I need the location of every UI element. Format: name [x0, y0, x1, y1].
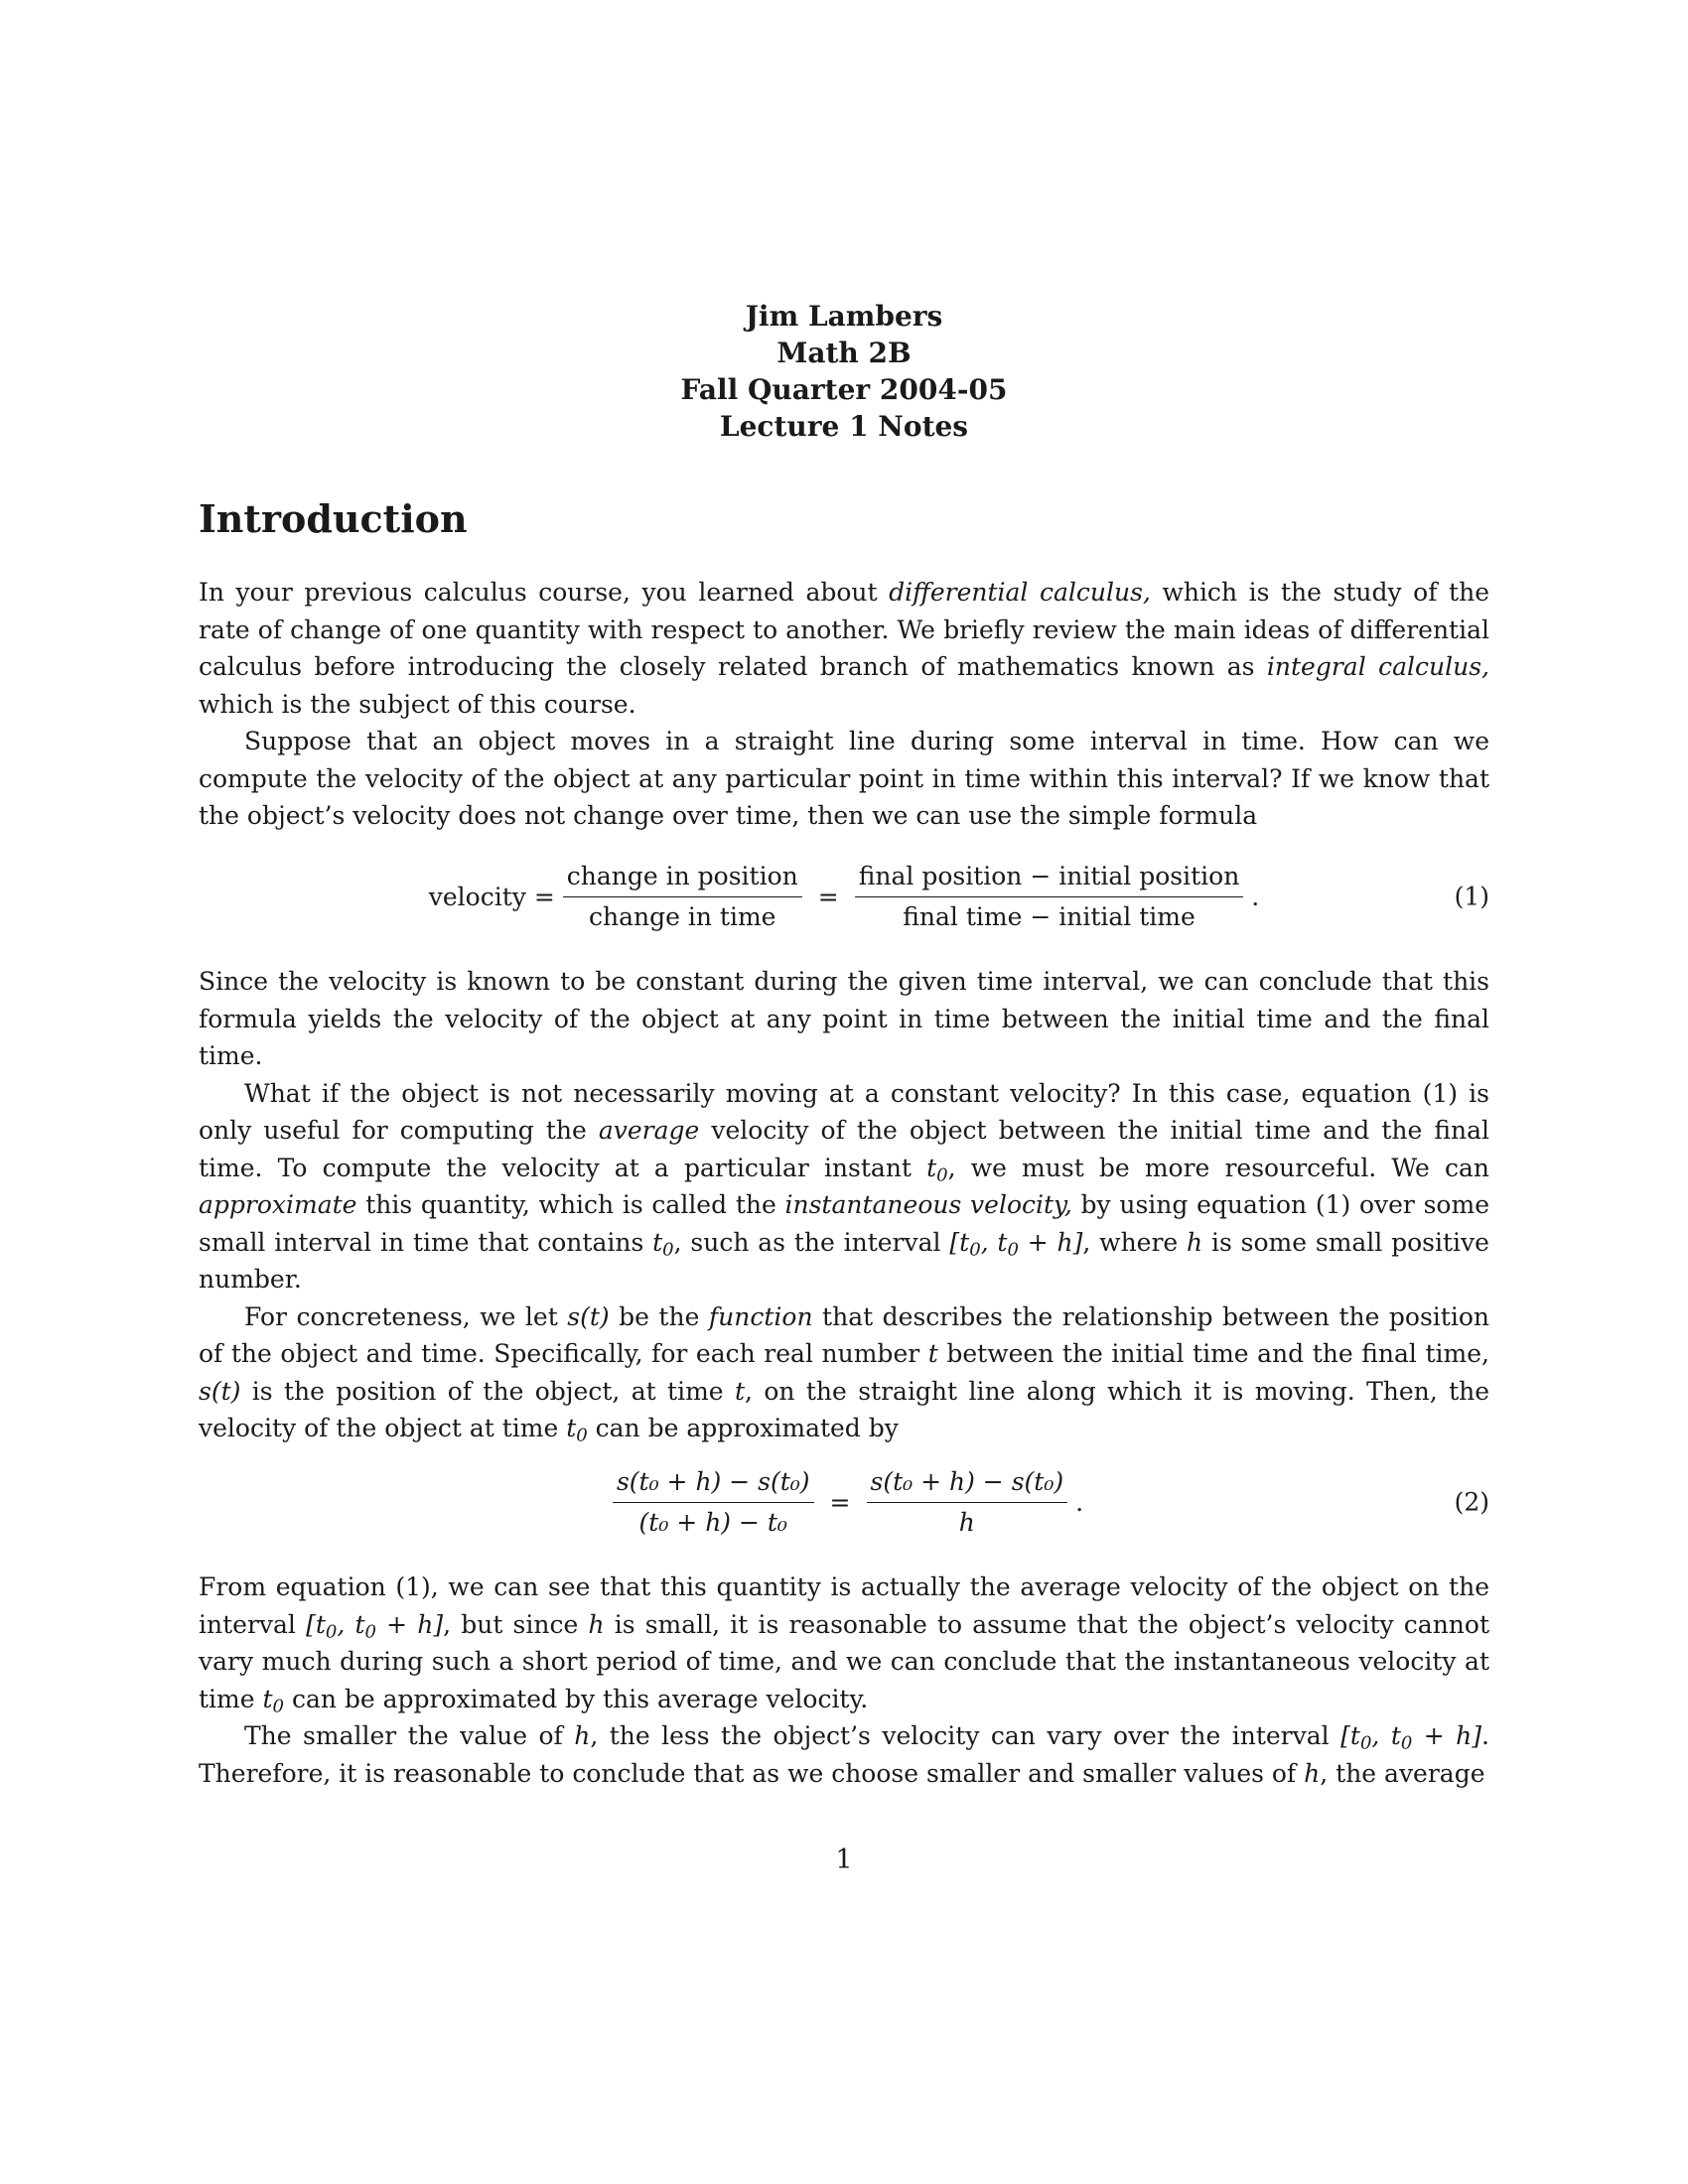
eq1-period: . — [1251, 882, 1260, 911]
eq2-frac2-numerator: s(t₀ + h) − s(t₀) — [867, 1467, 1068, 1503]
eq2-frac2-denominator: h — [958, 1507, 975, 1537]
eq1-equals: = — [817, 882, 839, 911]
paragraph-5: For concreteness, we let s(t) be the function that describes the relationship between the position of the object and time. Specifically, for each real number t between the initial time and the final time, s(t) is the position of the object, at time t, on the straight line along which it is moving. Then, the velocity of the object at time $t_0$ can be approximated by — [199, 1301, 1490, 1446]
text-block-3 — [199, 1569, 1489, 1792]
eq2-equals: = — [829, 1487, 851, 1517]
text-block-1 — [199, 574, 1489, 835]
eq2-fraction-2 — [867, 1467, 1068, 1538]
term-name: Fall Quarter 2004-05 — [680, 373, 1008, 406]
eq2-fraction-1 — [613, 1467, 814, 1538]
eq1-frac2-denominator: final time − initial time — [903, 901, 1196, 931]
equation-number-2: (2) — [1454, 1487, 1489, 1517]
equation-2 — [199, 1457, 1489, 1547]
equation-number-1: (1) — [1454, 882, 1489, 911]
text-block-2 — [199, 963, 1489, 1447]
paragraph-2: Suppose that an object moves in a straight line during some interval in time. How can we compute the velocity of the object at any particular point in time within this interval? If we know that the object’s velocity does not change over time, then we can use the simple formula — [199, 727, 1489, 830]
eq1-frac1-denominator: change in time — [589, 901, 776, 931]
eq1-lhs: velocity = — [428, 882, 555, 911]
term-differential-calculus: differential calculus, — [889, 578, 1151, 607]
eq1-frac2-numerator: final position − initial position — [855, 862, 1244, 897]
eq2-frac1-numerator: s(t₀ + h) − s(t₀) — [613, 1467, 814, 1503]
equation-1 — [199, 852, 1489, 941]
paragraph-7: The smaller the value of h, the less the object’s velocity can vary over the interval [$t_0$, $t_0 + h$]. Therefore, it is reasonable to conclude that as we choose smaller and smaller values of h, the average — [199, 1721, 1489, 1788]
eq1-fraction-1 — [563, 862, 802, 932]
eq2-period: . — [1075, 1487, 1084, 1517]
eq1-frac1-numerator: change in position — [563, 862, 802, 897]
paragraph-3: Since the velocity is known to be constant during the given time interval, we can conclude that this formula yields the velocity of the object at any point in time between the initial time and the final time. — [199, 967, 1489, 1070]
course-name: Math 2B — [776, 337, 912, 369]
paragraph-4: What if the object is not necessarily moving at a constant velocity? In this case, equation (1) is only useful for computing the average velocity of the object between the initial time and the final time. To compute the velocity at a particular instant $t_0$, we must be more resourceful. We can approximate this quantity, which is called the instantaneous velocity, by using equation (1) over some small interval in time that contains $t_0$, such as the interval [$t_0$, $t_0 + h$], where h is some small positive number. — [199, 1078, 1490, 1294]
eq1-fraction-2 — [855, 862, 1244, 932]
paragraph-1: In your previous calculus course, you learned about differential calculus, which is the study of the rate of change of one quantity with respect to another. We briefly review the main ideas of differential calculus before introducing the closely related branch of mathematics known as integral calculus, which is the subject of this course. — [199, 578, 1489, 719]
lecture-title: Lecture 1 Notes — [719, 410, 969, 443]
section-title: Introduction — [199, 496, 468, 541]
document-header — [0, 298, 1688, 445]
term-integral-calculus: integral calculus, — [1266, 652, 1489, 681]
author-name: Jim Lambers — [745, 300, 943, 333]
page-number: 1 — [835, 1844, 853, 1875]
eq2-frac1-denominator: (t₀ + h) − t₀ — [638, 1507, 787, 1537]
paragraph-6: From equation (1), we can see that this quantity is actually the average velocity of the object on the interval [$t_0$, $t_0 + h$], but since h is small, it is reasonable to assume that the object’s velocity cannot vary much during such a short period of time, and we can conclude that the instantaneous velocity at time $t_0$ can be approximated by this average velocity. — [199, 1572, 1489, 1716]
